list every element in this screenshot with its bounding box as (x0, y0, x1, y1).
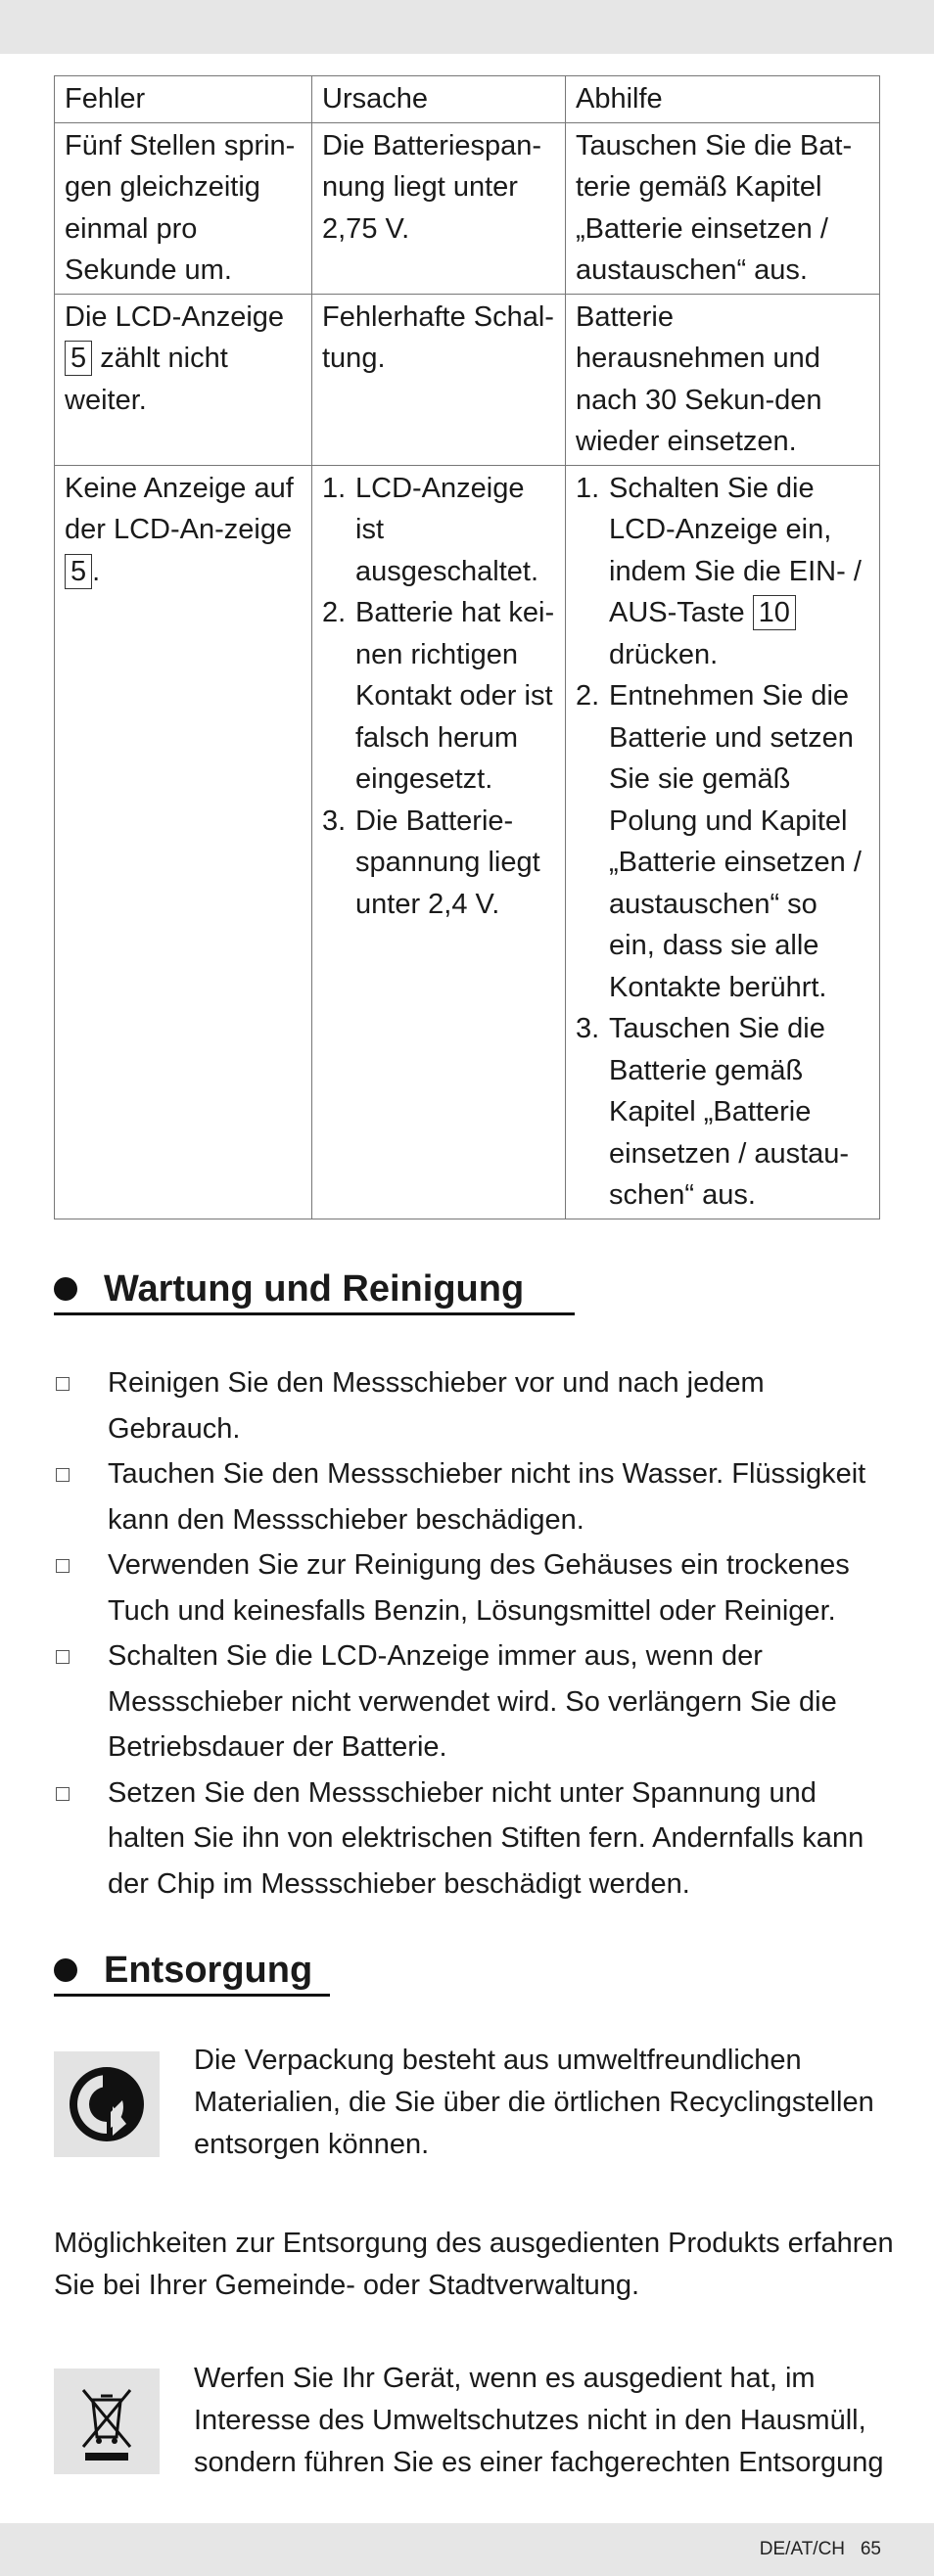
row2-fehler-after: zählt nicht weiter. (65, 343, 228, 416)
row3-abhilfe (566, 465, 880, 1219)
maintenance-list (54, 1360, 886, 1907)
list-item (54, 1542, 886, 1633)
step-text: Batterie hat kei-nen richtigen Kontakt oder ist falsch herum eingesetzt. (355, 597, 555, 795)
header-abhilfe: Abhilfe (566, 76, 880, 123)
maintenance-heading (54, 1263, 524, 1315)
step-text: Tauschen Sie die Batterie gemäß Kapitel „Batterie einsetzen / austau-schen“ aus. (609, 1013, 850, 1211)
row2-fehler-before: Die LCD-Anzeige (65, 300, 285, 333)
row3-fehler (55, 465, 312, 1219)
row3-fehler-before: Keine Anzeige auf der LCD-An-zeige (65, 472, 294, 545)
button-ref-number: 10 (753, 595, 796, 630)
list-item (54, 1360, 886, 1451)
header-ursache: Ursache (312, 76, 566, 123)
step-text: Schalten Sie die LCD-Anzeige ein, indem Sie die EIN- / AUS-Taste (609, 472, 862, 628)
troubleshooting-table (54, 75, 880, 1219)
square-bullet-icon (56, 1787, 70, 1801)
step-text-end: drücken. (609, 638, 719, 670)
disposal-underline (54, 1994, 330, 1997)
disposal-heading (54, 1944, 312, 1997)
list-item (322, 801, 556, 926)
list-item (54, 1633, 886, 1771)
maintenance-underline (54, 1312, 575, 1315)
table-row (55, 122, 880, 294)
remedy-list (576, 468, 870, 1217)
top-bar (0, 0, 934, 54)
list-item-text: Schalten Sie die LCD-Anzeige immer aus, wenn der Messschieber nicht verwendet wird. So verlängern Sie die Betriebsdauer der Batterie. (108, 1640, 837, 1763)
step-number: 2. (576, 680, 600, 712)
row2-ursache: Fehlerhafte Schal-tung. (312, 294, 566, 465)
step-number: 1. (576, 472, 600, 504)
maintenance-title: Wartung und Reinigung (104, 1268, 525, 1310)
square-bullet-icon (56, 1650, 70, 1664)
list-item (576, 675, 870, 1008)
crossed-out-wheelie-bin-icon (54, 2369, 160, 2474)
footer-bar (0, 2523, 934, 2576)
square-bullet-icon (56, 1468, 70, 1482)
list-item (54, 1451, 886, 1542)
row3-fehler-after: . (92, 555, 101, 587)
row1-fehler: Fünf Stellen sprin-gen gleichzeitig einmal pro Sekunde um. (55, 122, 312, 294)
list-item (322, 468, 556, 593)
square-bullet-icon (56, 1377, 70, 1391)
disposal-info-text: Möglichkeiten zur Entsorgung des ausgedienten Produkts erfahren Sie bei Ihrer Gemeinde- oder Stadtverwaltung. (54, 2228, 894, 2301)
list-item (576, 1008, 870, 1217)
list-item-text: Verwenden Sie zur Reinigung des Gehäuses ein trockenes Tuch und keinesfalls Benzin, Lösungsmittel oder Reiniger. (108, 1549, 850, 1627)
row3-ursache (312, 465, 566, 1219)
step-number: 2. (322, 597, 347, 628)
list-item-text: Reinigen Sie den Messschieber vor und nach jedem Gebrauch. (108, 1367, 765, 1445)
display-ref-number: 5 (65, 554, 92, 589)
display-ref-number: 5 (65, 341, 92, 376)
step-text: LCD-Anzeige ist ausgeschaltet. (355, 472, 539, 587)
step-text: Die Batterie-spannung liegt unter 2,4 V. (355, 805, 540, 920)
row2-abhilfe: Batterie herausnehmen und nach 30 Sekun-den wieder einsetzen. (566, 294, 880, 465)
square-bullet-icon (56, 1559, 70, 1573)
table-header-row (55, 76, 880, 123)
step-text: Entnehmen Sie die Batterie und setzen Sie sie gemäß Polung und Kapitel „Batterie einsetzen / austauschen“ so ein, dass sie alle Kontakte berührt. (609, 680, 862, 1003)
step-number: 1. (322, 472, 347, 504)
list-item (54, 1771, 886, 1908)
disposal-title: Entsorgung (104, 1950, 313, 1991)
list-item-text: Tauchen Sie den Messschieber nicht ins Wasser. Flüssigkeit kann den Messschieber beschädigen. (108, 1458, 866, 1536)
green-dot-recycling-icon (54, 2051, 160, 2157)
step-number: 3. (322, 805, 347, 837)
list-item (322, 592, 556, 801)
header-fehler: Fehler (55, 76, 312, 123)
list-item (576, 468, 870, 676)
list-item-text: Setzen Sie den Messschieber nicht unter Spannung und halten Sie ihn von elektrischen Stiften fern. Andernfalls kann der Chip im Messschieber beschädigt werden. (108, 1776, 864, 1900)
table-row (55, 465, 880, 1219)
page-number: DE/AT/CH 65 (759, 2539, 881, 2559)
cause-list (322, 468, 556, 926)
step-number: 3. (576, 1013, 600, 1044)
packaging-text: Die Verpackung besteht aus umweltfreundlichen Materialien, die Sie über die örtlichen Recyclingstellen entsorgen können. (194, 2045, 874, 2160)
bullet-dot-icon (54, 1277, 77, 1301)
table-row (55, 294, 880, 465)
row1-abhilfe: Tauschen Sie die Bat-terie gemäß Kapitel „Batterie einsetzen / austauschen“ aus. (566, 122, 880, 294)
row2-fehler (55, 294, 312, 465)
bullet-dot-icon (54, 1958, 77, 1982)
row1-ursache: Die Batteriespan-nung liegt unter 2,75 V. (312, 122, 566, 294)
weee-text: Werfen Sie Ihr Gerät, wenn es ausgedient hat, im Interesse des Umweltschutzes nicht in den Hausmüll, sondern führen Sie es einer fachgerechten Entsorgung (194, 2363, 884, 2478)
